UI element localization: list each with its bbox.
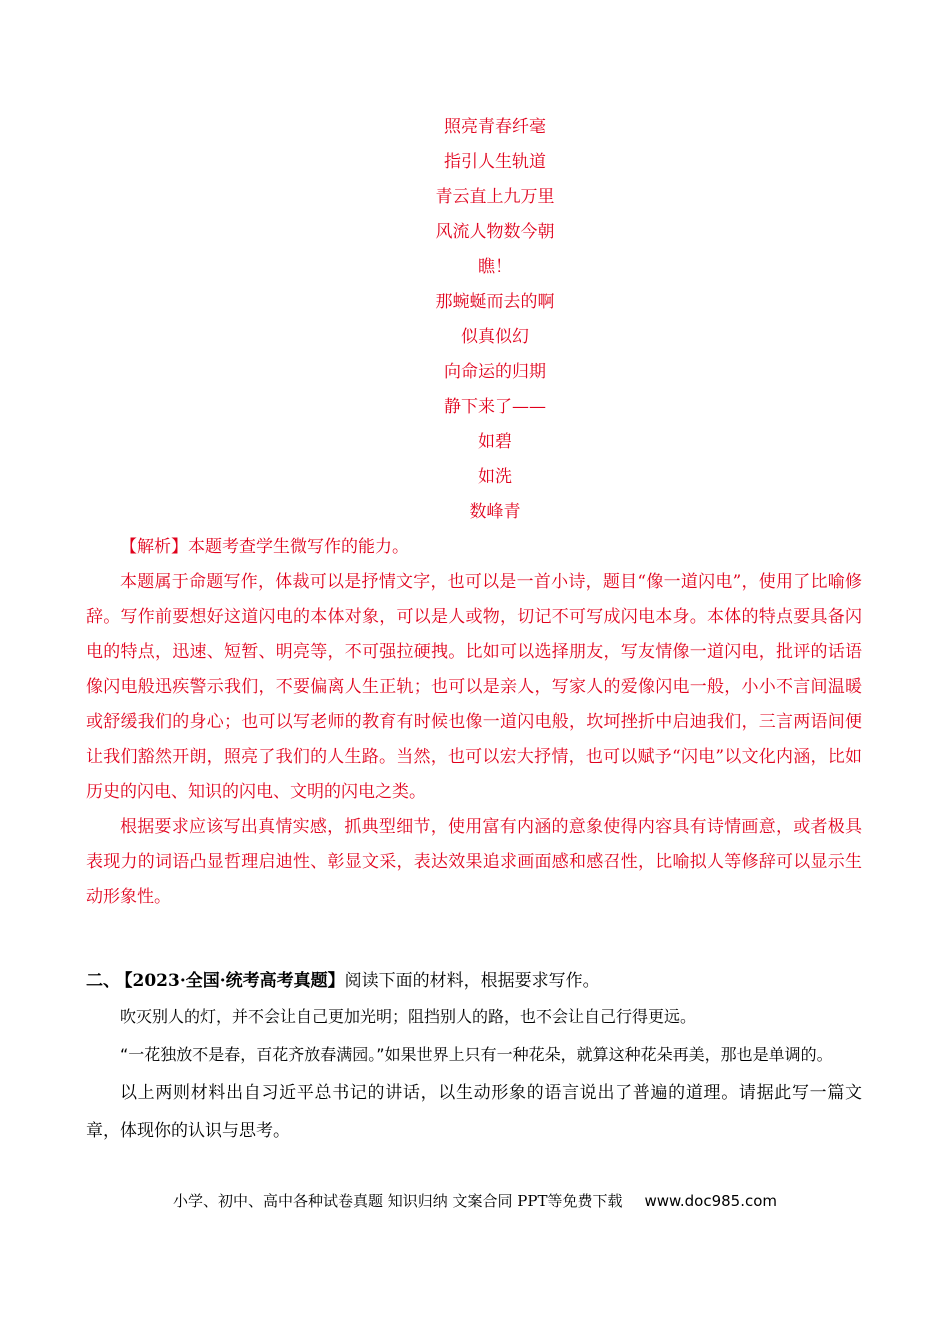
analysis-paragraph: 本题属于命题写作，体裁可以是抒情文字，也可以是一首小诗，题目“像一道闪电”，使用了比喻修辞。写作前要想好这道闪电的本体对象，可以是人或物，切记不可写成闪电本身。本体的特点要具备闪电的特点，迅速、短暂、明亮等，不可强拉硬拽。比如可以选择朋友，写友情像一道闪电，批评的话语像闪电般迅疾警示我们，不要偏离人生正轨；也可以是亲人，写家人的爱像闪电一般，小小不言间温暖或舒缓我们的身心；也可以写老师的教育有时候也像一道闪电般，坎坷挫折中启迪我们，三言两语间便让我们豁然开朗，照亮了我们的人生路。当然，也可以宏大抒情，也可以赋予“闪电”以文化内涵，比如历史的闪电、知识的闪电、文明的闪电之类。 [86, 572, 862, 802]
poem-line: 如碧 [478, 432, 512, 452]
poem [0, 110, 950, 530]
analysis-paragraph: 根据要求应该写出真情实感，抓典型细节，使用富有内涵的意象使得内容具有诗情画意，或者极具表现力的词语凸显哲理启迪性、彰显文采，表达效果追求画面感和感召性，比喻拟人等修辞可以显示生动形象性。 [86, 817, 862, 907]
poem-line: 数峰青 [469, 502, 521, 522]
material-paragraph: “一花独放不是春，百花齐放春满园。”如果世界上只有一种花朵，就算这种花朵再美，那也是单调的。 [120, 1045, 833, 1064]
poem-line: 似真似幻 [461, 327, 529, 347]
page-footer [0, 1190, 950, 1211]
question-heading [86, 964, 862, 998]
question-prompt: 阅读下面的材料，根据要求写作。 [344, 971, 600, 991]
poem-line: 青云直上九万里 [435, 187, 555, 207]
footer-url[interactable]: www.doc985.com [644, 1192, 778, 1210]
question-section [86, 964, 862, 1150]
poem-line: 那蜿蜒而去的啊 [435, 292, 555, 312]
poem-line: 静下来了—— [444, 397, 546, 417]
poem-line: 向命运的归期 [444, 362, 546, 382]
poem-line: 照亮青春纤毫 [444, 117, 546, 137]
analysis-heading: 【解析】本题考查学生微写作的能力。 [120, 537, 409, 557]
question-source: 【2023·全国·统考高考真题】 [124, 971, 345, 991]
instruction-paragraph: 以上两则材料出自习近平总书记的讲话，以生动形象的语言说出了普遍的道理。请据此写一篇文章，体现你的认识与思考。 [86, 1083, 862, 1141]
material-paragraph: 吹灭别人的灯，并不会让自己更加光明；阻挡别人的路，也不会让自己行得更远。 [120, 1007, 697, 1026]
question-number: 二、 [86, 971, 120, 991]
poem-line: 如洗 [478, 467, 512, 487]
poem-line: 瞧！ [478, 257, 512, 277]
footer-text: 小学、初中、高中各种试卷真题 知识归纳 文案合同 PPT等免费下载 [172, 1192, 623, 1210]
poem-line: 指引人生轨道 [444, 152, 546, 172]
poem-line: 风流人物数今朝 [435, 222, 555, 242]
analysis-section [86, 530, 862, 915]
